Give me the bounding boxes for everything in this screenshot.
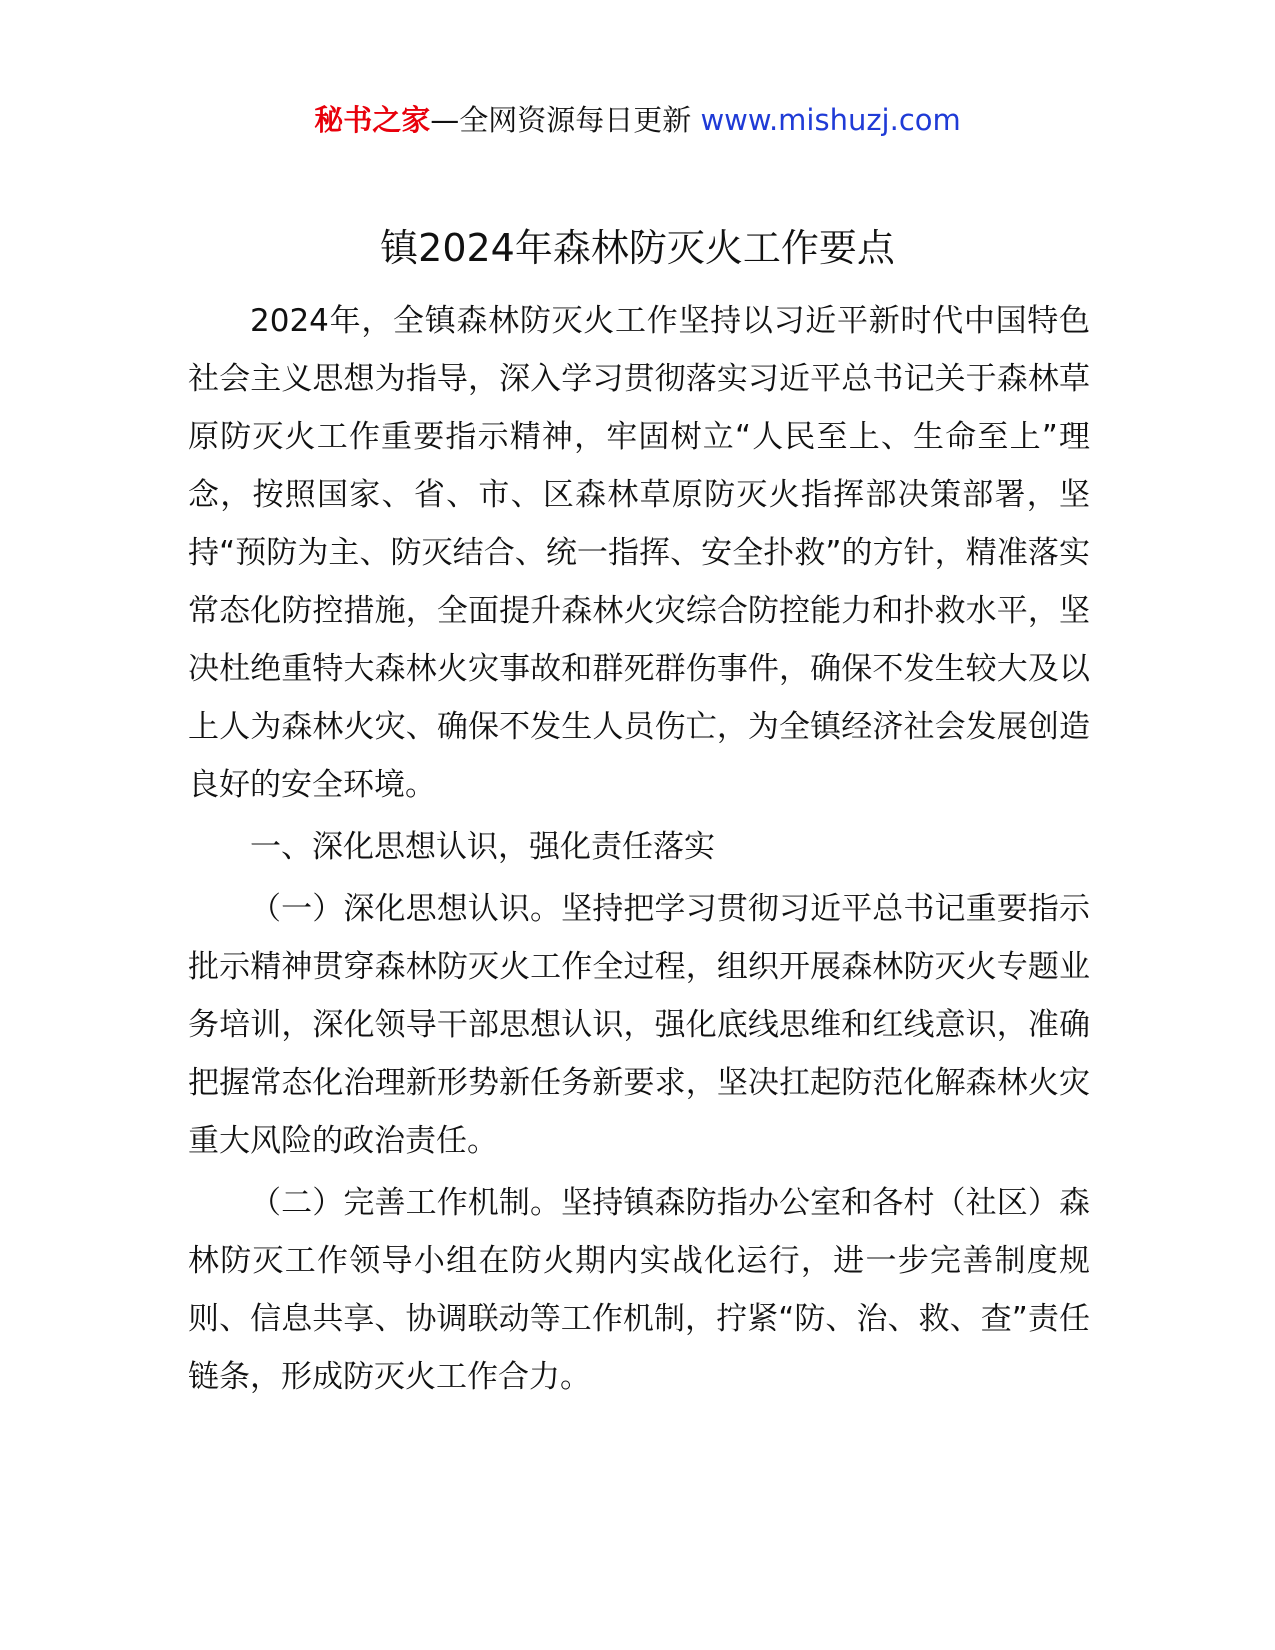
document-body xyxy=(188,292,1090,1406)
section-heading-1: 一、深化思想认识，强化责任落实 xyxy=(250,829,715,865)
item-paragraph-2: （二）完善工作机制。坚持镇森防指办公室和各村（社区）森林防灭工作领导小组在防火期内实战化运行，进一步完善制度规则、信息共享、协调联动等工作机制，拧紧“防、治、救、查”责任链条，形成防灭火工作合力。 xyxy=(188,1185,1090,1395)
site-banner xyxy=(0,100,1275,140)
document-title: 镇2024年森林防灭火工作要点 xyxy=(380,226,895,270)
brand-name: 秘书之家 xyxy=(314,103,431,137)
banner-slogan: —全网资源每日更新 xyxy=(430,103,692,137)
site-url-link[interactable]: www.mishuzj.com xyxy=(700,103,961,137)
intro-paragraph: 2024年，全镇森林防灭火工作坚持以习近平新时代中国特色社会主义思想为指导，深入学习贯彻落实习近平总书记关于森林草原防灭火工作重要指示精神，牢固树立“人民至上、生命至上”理念，按照国家、省、市、区森林草原防灭火指挥部决策部署，坚持“预防为主、防灭结合、统一指挥、安全扑救”的方针，精准落实常态化防控措施，全面提升森林火灾综合防控能力和扑救水平，坚决杜绝重特大森林火灾事故和群死群伤事件，确保不发生较大及以上人为森林火灾、确保不发生人员伤亡，为全镇经济社会发展创造良好的安全环境。 xyxy=(188,303,1090,803)
item-paragraph-1: （一）深化思想认识。坚持把学习贯彻习近平总书记重要指示批示精神贯穿森林防灭火工作全过程，组织开展森林防灭火专题业务培训，深化领导干部思想认识，强化底线思维和红线意识，准确把握常态化治理新形势新任务新要求，坚决扛起防范化解森林火灾重大风险的政治责任。 xyxy=(188,891,1090,1159)
